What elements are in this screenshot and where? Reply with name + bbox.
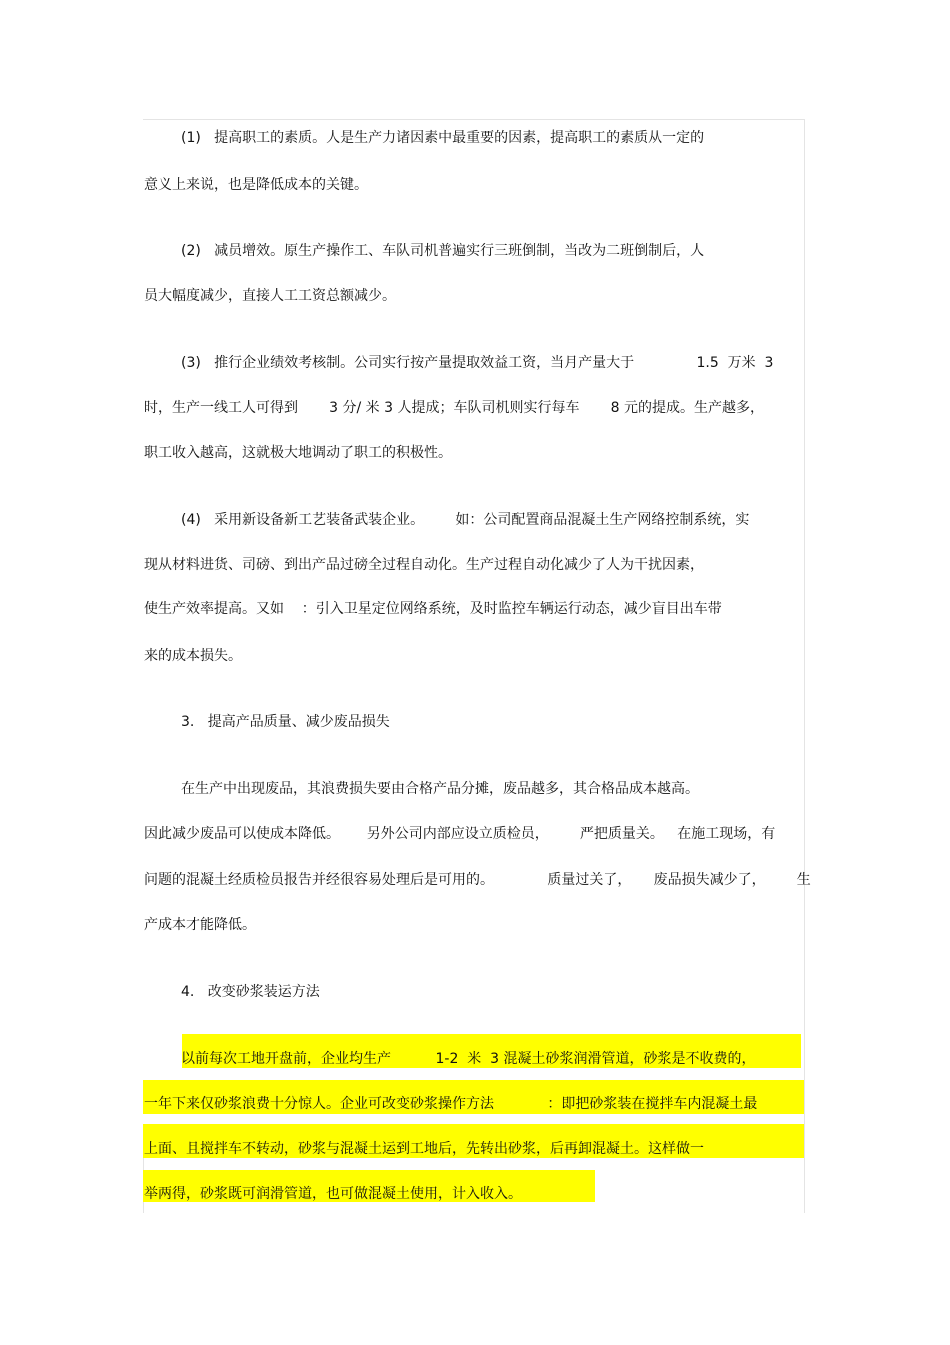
paragraph-4-line-4: 来的成本损失。 [144, 648, 242, 664]
paragraph-6-line-1: 以前每次工地开盘前，企业均生产 1-2 米 3 混凝土砂浆润滑管道，砂浆是不收费的， [181, 1051, 756, 1067]
paragraph-5-line-4: 产成本才能降低。 [144, 917, 256, 933]
paragraph-5-line-2: 因此减少废品可以使成本降低。 另外公司内部应设立质检员， 严把质量关。 在施工现场，有 [144, 826, 776, 842]
section-heading-3: 3. 提高产品质量、减少废品损失 [181, 714, 390, 730]
paragraph-3-line-1: (3) 推行企业绩效考核制。公司实行按产量提取效益工资，当月产量大于 1.5 万米 3 [181, 355, 774, 371]
paragraph-3-line-2: 时，生产一线工人可得到 3 分/ 米 3 人提成；车队司机则实行每车 8 元的提成。生产越多， [144, 400, 764, 416]
section-heading-4: 4. 改变砂浆装运方法 [181, 984, 320, 1000]
paragraph-6-line-3: 上面、且搅拌车不转动，砂浆与混凝土运到工地后，先转出砂浆，后再卸混凝土。这样做一 [144, 1141, 704, 1157]
paragraph-6-line-4: 举两得，砂浆既可润滑管道，也可做混凝土使用，计入收入。 [144, 1186, 522, 1202]
paragraph-5-line-1: 在生产中出现废品，其浪费损失要由合格产品分摊，废品越多，其合格品成本越高。 [181, 781, 699, 797]
paragraph-1-line-1: (1) 提高职工的素质。人是生产力诸因素中最重要的因素，提高职工的素质从一定的 [181, 130, 705, 146]
paragraph-2-line-2: 员大幅度减少，直接人工工资总额减少。 [144, 288, 396, 304]
paragraph-6-line-2: 一年下来仅砂浆浪费十分惊人。企业可改变砂浆操作方法 ：即把砂浆装在搅拌车内混凝土最 [144, 1096, 758, 1112]
paragraph-1-line-2: 意义上来说，也是降低成本的关键。 [144, 177, 368, 193]
paragraph-5-line-3: 问题的混凝土经质检员报告并经很容易处理后是可用的。 质量过关了， 废品损失减少了， 生 [144, 872, 811, 888]
paragraph-4-line-1: (4) 采用新设备新工艺装备武装企业。 如：公司配置商品混凝土生产网络控制系统，实 [181, 512, 750, 528]
paragraph-4-line-3: 使生产效率提高。又如 ：引入卫星定位网络系统，及时监控车辆运行动态，减少盲目出车带 [144, 601, 722, 617]
paragraph-4-line-2: 现从材料进货、司磅、到出产品过磅全过程自动化。生产过程自动化减少了人为干扰因素， [144, 557, 704, 573]
paragraph-3-line-3: 职工收入越高，这就极大地调动了职工的积极性。 [144, 445, 452, 461]
paragraph-2-line-1: (2) 减员增效。原生产操作工、车队司机普遍实行三班倒制，当改为二班倒制后，人 [181, 243, 705, 259]
